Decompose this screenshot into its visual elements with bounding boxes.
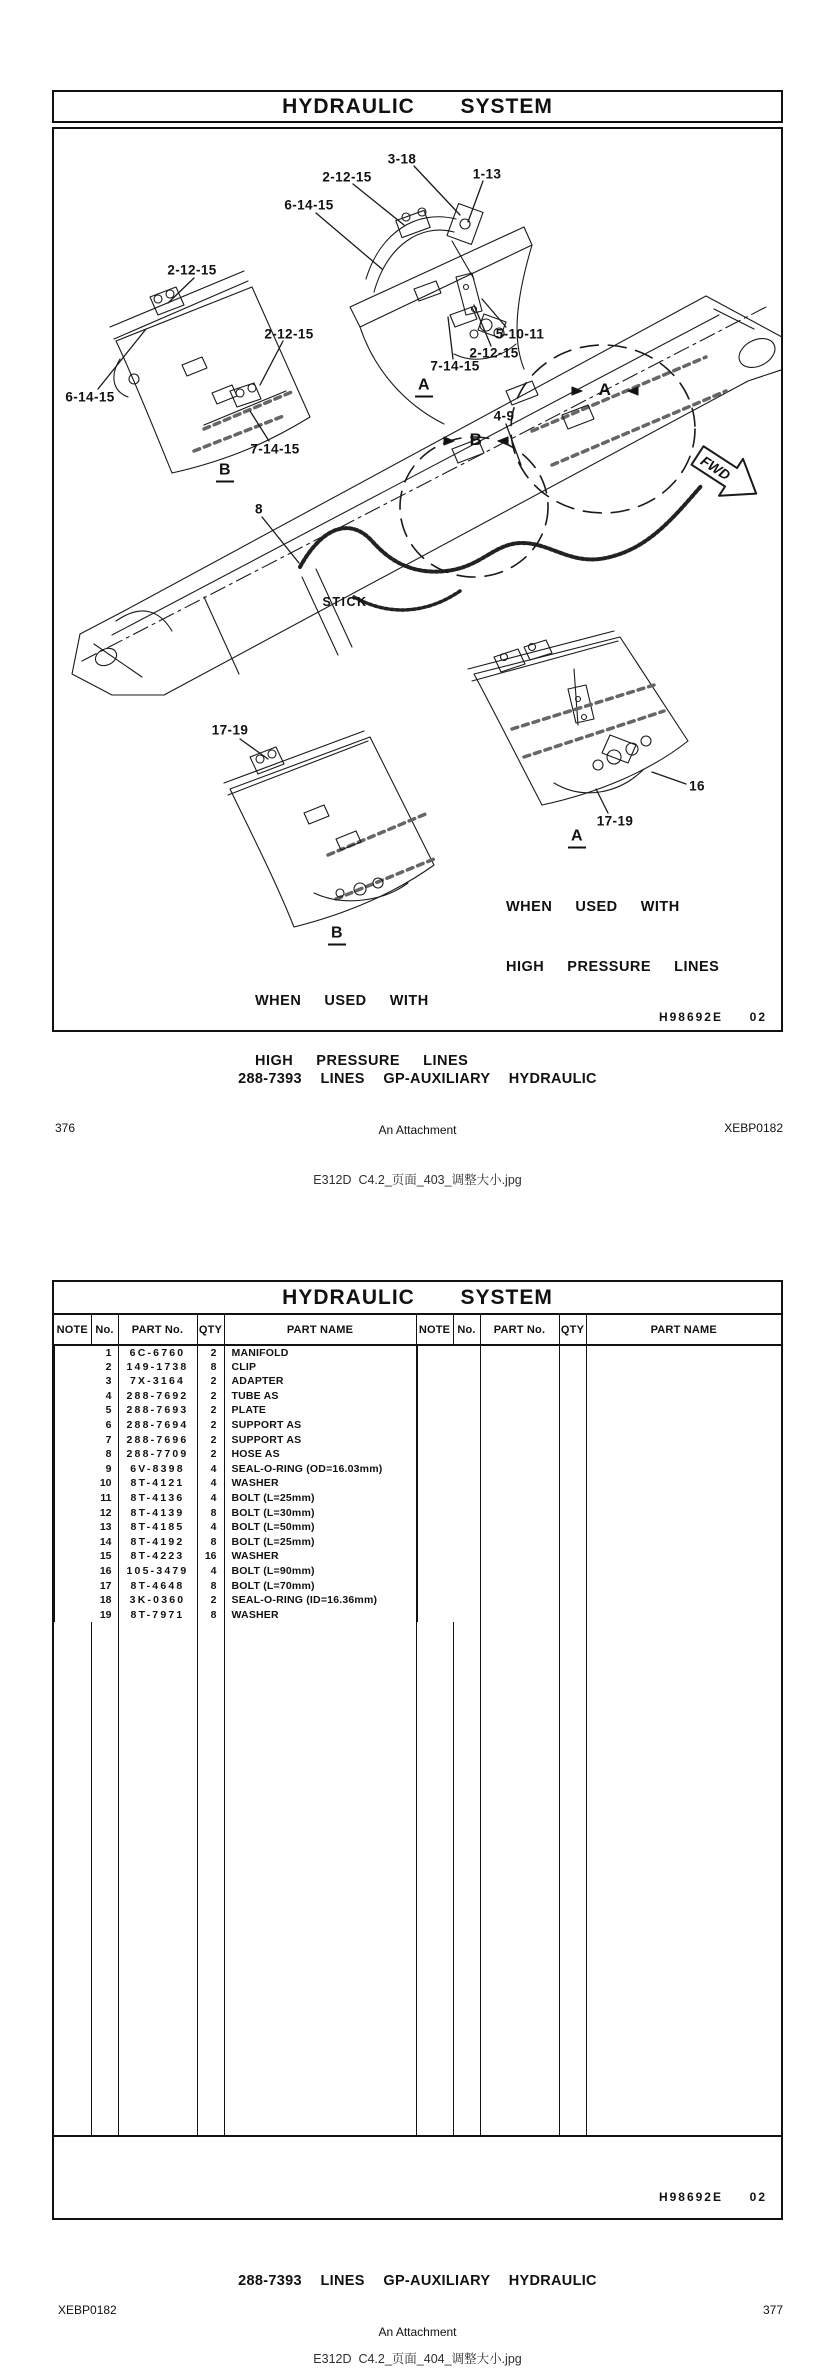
cell-pn: 8T-4185 <box>118 1520 197 1535</box>
page1-filename: E312D C4.2_页面_403_调整大小.jpg <box>313 1173 522 1187</box>
cell-name: HOSE AS <box>224 1447 416 1462</box>
cell-name <box>586 1535 781 1550</box>
cell-qty: 2 <box>197 1403 224 1418</box>
cell-name <box>586 1345 781 1360</box>
cell-qty <box>559 1549 586 1564</box>
cell-name <box>586 1360 781 1375</box>
table-row <box>54 1433 781 1448</box>
cell-qty <box>559 1476 586 1491</box>
cell-name: SUPPORT AS <box>224 1418 416 1433</box>
callout-6-14-15: 6-14-15 <box>284 197 334 213</box>
cell-qty <box>559 1608 586 1623</box>
table-row <box>54 1579 781 1594</box>
cell-note <box>417 1389 418 1404</box>
cell-qty <box>559 1506 586 1521</box>
cell-pn: 288-7694 <box>118 1418 197 1433</box>
cell-no <box>453 1549 480 1564</box>
callout-2-12-15: 2-12-15 <box>167 262 217 278</box>
cell-note <box>54 1374 55 1389</box>
cell-qty <box>559 1462 586 1477</box>
cell-pn: 3K-0360 <box>118 1593 197 1608</box>
callout-17-19: 17-19 <box>211 722 249 738</box>
cell-no: 2 <box>91 1360 118 1375</box>
cell-note <box>54 1433 55 1448</box>
cell-note <box>417 1564 418 1579</box>
table-row <box>54 1345 781 1360</box>
cell-note <box>54 1608 55 1623</box>
cell-no: 3 <box>91 1374 118 1389</box>
cell-pn <box>480 1579 559 1594</box>
cell-pn <box>480 1593 559 1608</box>
cell-no: 4 <box>91 1389 118 1404</box>
cell-qty: 16 <box>197 1549 224 1564</box>
callout-stick: STICK <box>322 595 368 609</box>
note-view-a <box>506 857 719 1017</box>
cell-name: SEAL-O-RING (OD=16.03mm) <box>224 1462 416 1477</box>
page1-page-number: 376 <box>55 1121 76 1135</box>
cell-note <box>54 1403 55 1418</box>
cell-qty: 2 <box>197 1389 224 1404</box>
cell-note <box>417 1433 418 1448</box>
cell-no <box>453 1447 480 1462</box>
page2-parts-box <box>52 1280 783 2220</box>
cell-note <box>54 1491 55 1506</box>
callout-8: 8 <box>255 501 263 517</box>
cell-qty <box>559 1579 586 1594</box>
cell-no <box>453 1520 480 1535</box>
cell-qty: 2 <box>197 1418 224 1433</box>
page2-caption-title: 288-7393 LINES GP-AUXILIARY HYDRAULIC <box>238 2273 597 2289</box>
page1-caption <box>52 1035 783 1173</box>
callout-6-14-15: 6-14-15 <box>65 389 115 405</box>
cell-note <box>54 1360 55 1375</box>
cell-pn <box>480 1418 559 1433</box>
cell-qty: 2 <box>197 1345 224 1360</box>
cell-pn <box>480 1535 559 1550</box>
cell-empty <box>54 1622 91 2136</box>
cell-qty <box>559 1447 586 1462</box>
cell-name: BOLT (L=25mm) <box>224 1491 416 1506</box>
cell-name <box>586 1418 781 1433</box>
cell-pn: 8T-4223 <box>118 1549 197 1564</box>
cell-empty <box>416 1622 453 2136</box>
cell-qty: 8 <box>197 1506 224 1521</box>
cell-note <box>417 1403 418 1418</box>
cell-no: 17 <box>91 1579 118 1594</box>
cell-name <box>586 1608 781 1623</box>
cell-no <box>453 1535 480 1550</box>
cell-no <box>453 1374 480 1389</box>
cell-empty <box>118 1622 197 2136</box>
cell-name: WASHER <box>224 1476 416 1491</box>
cell-no: 9 <box>91 1462 118 1477</box>
cell-note <box>54 1346 55 1361</box>
cell-empty <box>480 1622 559 2136</box>
table-row <box>54 1462 781 1477</box>
cell-no: 12 <box>91 1506 118 1521</box>
cell-note <box>54 1535 55 1550</box>
page2-title: HYDRAULIC SYSTEM <box>282 1285 553 1309</box>
cell-note <box>54 1389 55 1404</box>
table-row <box>54 1476 781 1491</box>
table-row <box>54 1374 781 1389</box>
cell-empty <box>586 1622 781 2136</box>
cell-pn: 8T-7971 <box>118 1608 197 1623</box>
page1-caption-sub: An Attachment <box>378 1123 457 1137</box>
cell-no: 19 <box>91 1608 118 1623</box>
callout-a: A <box>598 380 612 399</box>
cell-pn <box>480 1389 559 1404</box>
cell-no: 11 <box>91 1491 118 1506</box>
cell-qty <box>559 1360 586 1375</box>
column-header: NOTE <box>54 1315 91 1345</box>
cell-note <box>54 1520 55 1535</box>
note-line: HIGH PRESSURE LINES <box>255 1053 469 1069</box>
cell-note <box>54 1476 55 1491</box>
callout-3-18: 3-18 <box>387 151 417 167</box>
cell-qty: 2 <box>197 1593 224 1608</box>
column-header: PART No. <box>480 1315 559 1345</box>
cell-note <box>417 1476 418 1491</box>
page2-page-number: 377 <box>762 2303 783 2317</box>
cell-pn <box>480 1403 559 1418</box>
table-row <box>54 1418 781 1433</box>
table-filler-row <box>54 1622 781 2136</box>
cell-note <box>417 1418 418 1433</box>
table-row <box>54 1535 781 1550</box>
cell-pn: 6C-6760 <box>118 1345 197 1360</box>
cell-pn <box>480 1491 559 1506</box>
cell-pn: 8T-4648 <box>118 1579 197 1594</box>
callout-1-13: 1-13 <box>472 166 502 182</box>
cell-no <box>453 1462 480 1477</box>
cell-name <box>586 1476 781 1491</box>
page1-title-box <box>52 90 783 123</box>
cell-name: WASHER <box>224 1549 416 1564</box>
cell-pn: 8T-4139 <box>118 1506 197 1521</box>
cell-note <box>417 1462 418 1477</box>
cell-no: 1 <box>91 1345 118 1360</box>
cell-no <box>453 1593 480 1608</box>
page2-doc-code: XEBP0182 <box>58 2303 117 2317</box>
callout-5-10-11: 5-10-11 <box>495 326 545 342</box>
cell-no <box>453 1491 480 1506</box>
parts-table <box>54 1315 781 2137</box>
cell-no <box>453 1389 480 1404</box>
callout-16: 16 <box>689 778 705 794</box>
cell-note <box>54 1418 55 1433</box>
cell-qty: 4 <box>197 1476 224 1491</box>
cell-name <box>586 1433 781 1448</box>
cell-name <box>586 1491 781 1506</box>
note-line: WHEN USED WITH <box>255 993 429 1009</box>
cell-pn <box>480 1549 559 1564</box>
column-header: PART NAME <box>224 1315 416 1345</box>
cell-name <box>586 1374 781 1389</box>
note-line: WHEN USED WITH <box>506 899 680 915</box>
cell-pn: 288-7692 <box>118 1389 197 1404</box>
cell-note <box>54 1593 55 1608</box>
cell-no <box>453 1345 480 1360</box>
cell-qty: 4 <box>197 1491 224 1506</box>
cell-pn <box>480 1433 559 1448</box>
cell-no: 15 <box>91 1549 118 1564</box>
cell-note <box>417 1506 418 1521</box>
cell-pn: 105-3479 <box>118 1564 197 1579</box>
table-row <box>54 1403 781 1418</box>
fwd-label: FWD <box>697 452 734 484</box>
cell-pn: 288-7696 <box>118 1433 197 1448</box>
callout-4-9: 4-9 <box>493 408 515 424</box>
table-row <box>54 1389 781 1404</box>
column-header: QTY <box>559 1315 586 1345</box>
cell-name: WASHER <box>224 1608 416 1623</box>
column-header: No. <box>453 1315 480 1345</box>
cell-no: 8 <box>91 1447 118 1462</box>
cell-pn: 6V-8398 <box>118 1462 197 1477</box>
cell-name <box>586 1549 781 1564</box>
cell-pn <box>480 1462 559 1477</box>
cell-qty <box>559 1535 586 1550</box>
page1-drawing-box <box>52 127 783 1069</box>
cell-name: MANIFOLD <box>224 1345 416 1360</box>
callout-7-14-15: 7-14-15 <box>430 358 480 374</box>
cell-name: SUPPORT AS <box>224 1433 416 1448</box>
cell-no <box>453 1360 480 1375</box>
cell-name <box>586 1579 781 1594</box>
cell-pn <box>480 1345 559 1360</box>
cell-name: BOLT (L=90mm) <box>224 1564 416 1579</box>
page1-doc-code: XEBP0182 <box>724 1121 783 1135</box>
cell-note <box>417 1535 418 1550</box>
column-header: PART No. <box>118 1315 197 1345</box>
table-row <box>54 1491 781 1506</box>
cell-qty <box>559 1418 586 1433</box>
cell-no <box>453 1608 480 1623</box>
cell-qty: 8 <box>197 1608 224 1623</box>
cell-pn: 8T-4121 <box>118 1476 197 1491</box>
cell-qty <box>559 1520 586 1535</box>
cell-no: 16 <box>91 1564 118 1579</box>
cell-no <box>453 1403 480 1418</box>
cell-note <box>417 1447 418 1462</box>
cell-note <box>54 1549 55 1564</box>
cell-name <box>586 1447 781 1462</box>
cell-no <box>453 1418 480 1433</box>
cell-qty: 8 <box>197 1535 224 1550</box>
table-row <box>54 1608 781 1623</box>
cell-qty <box>559 1345 586 1360</box>
column-header: PART NAME <box>586 1315 781 1345</box>
cell-qty: 8 <box>197 1360 224 1375</box>
cell-qty: 8 <box>197 1579 224 1594</box>
cell-pn <box>480 1360 559 1375</box>
table-row <box>54 1549 781 1564</box>
cell-name <box>586 1564 781 1579</box>
cell-no <box>453 1564 480 1579</box>
cell-no: 6 <box>91 1418 118 1433</box>
cell-pn: 288-7693 <box>118 1403 197 1418</box>
cell-note <box>54 1564 55 1579</box>
callout-2-12-15: 2-12-15 <box>469 345 519 361</box>
cell-qty: 2 <box>197 1447 224 1462</box>
callout-7-14-15: 7-14-15 <box>250 441 300 457</box>
callout-b: B <box>469 430 483 449</box>
cell-no: 5 <box>91 1403 118 1418</box>
cell-pn <box>480 1564 559 1579</box>
cell-pn: 8T-4136 <box>118 1491 197 1506</box>
cell-name <box>586 1593 781 1608</box>
hydraulic-diagram <box>54 129 781 1069</box>
cell-note <box>417 1579 418 1594</box>
cell-qty <box>559 1564 586 1579</box>
page1-drawing-ref: H98692E 02 <box>658 1010 767 1024</box>
cell-qty <box>559 1593 586 1608</box>
cell-name: TUBE AS <box>224 1389 416 1404</box>
cell-qty <box>559 1389 586 1404</box>
table-row <box>54 1447 781 1462</box>
callout-a: A <box>568 828 586 849</box>
cell-name: PLATE <box>224 1403 416 1418</box>
cell-qty: 4 <box>197 1462 224 1477</box>
page2-title-box <box>54 1282 781 1315</box>
callout-2-12-15: 2-12-15 <box>322 169 372 185</box>
cell-note <box>54 1506 55 1521</box>
cell-no <box>453 1433 480 1448</box>
cell-name <box>586 1506 781 1521</box>
cell-empty <box>453 1622 480 2136</box>
cell-name <box>586 1389 781 1404</box>
cell-pn: 288-7709 <box>118 1447 197 1462</box>
cell-name: BOLT (L=50mm) <box>224 1520 416 1535</box>
table-row <box>54 1564 781 1579</box>
cell-no: 14 <box>91 1535 118 1550</box>
cell-qty <box>559 1374 586 1389</box>
page2-drawing-ref: H98692E 02 <box>658 2190 767 2204</box>
fwd-arrow <box>686 437 769 512</box>
cell-no: 7 <box>91 1433 118 1448</box>
cell-pn: 7X-3164 <box>118 1374 197 1389</box>
cell-pn <box>480 1447 559 1462</box>
page2-caption-sub: An Attachment <box>378 2325 457 2339</box>
page1-caption-title: 288-7393 LINES GP-AUXILIARY HYDRAULIC <box>238 1071 597 1087</box>
cell-name: ADAPTER <box>224 1374 416 1389</box>
cell-qty: 4 <box>197 1520 224 1535</box>
cell-name <box>586 1403 781 1418</box>
cell-no <box>453 1579 480 1594</box>
cell-no <box>453 1506 480 1521</box>
table-row <box>54 1520 781 1535</box>
cell-note <box>54 1579 55 1594</box>
cell-qty: 4 <box>197 1564 224 1579</box>
cell-name: BOLT (L=70mm) <box>224 1579 416 1594</box>
callout-b: B <box>328 925 346 946</box>
cell-note <box>54 1462 55 1477</box>
cell-pn <box>480 1520 559 1535</box>
cell-pn: 8T-4192 <box>118 1535 197 1550</box>
cell-name: BOLT (L=30mm) <box>224 1506 416 1521</box>
cell-name: BOLT (L=25mm) <box>224 1535 416 1550</box>
cell-qty <box>559 1403 586 1418</box>
cell-note <box>417 1520 418 1535</box>
column-header: No. <box>91 1315 118 1345</box>
cell-qty <box>559 1491 586 1506</box>
cell-name: SEAL-O-RING (ID=16.36mm) <box>224 1593 416 1608</box>
note-line: HIGH PRESSURE LINES <box>506 959 720 975</box>
cell-empty <box>197 1622 224 2136</box>
cell-note <box>417 1549 418 1564</box>
cell-pn <box>480 1608 559 1623</box>
cell-empty <box>559 1622 586 2136</box>
callout-a: A <box>415 377 433 398</box>
cell-note <box>417 1346 418 1361</box>
cell-note <box>417 1593 418 1608</box>
table-row <box>54 1506 781 1521</box>
cell-pn: 149-1738 <box>118 1360 197 1375</box>
column-header: NOTE <box>416 1315 453 1345</box>
cell-empty <box>91 1622 118 2136</box>
cell-no: 10 <box>91 1476 118 1491</box>
cell-qty: 2 <box>197 1374 224 1389</box>
cell-name: CLIP <box>224 1360 416 1375</box>
column-header: QTY <box>197 1315 224 1345</box>
table-header-row <box>54 1315 781 1345</box>
callout-17-19: 17-19 <box>596 813 634 829</box>
cell-no: 18 <box>91 1593 118 1608</box>
cell-pn <box>480 1506 559 1521</box>
callout-b: B <box>216 462 234 483</box>
cell-qty <box>559 1433 586 1448</box>
table-row <box>54 1360 781 1375</box>
cell-name <box>586 1462 781 1477</box>
cell-note <box>417 1491 418 1506</box>
table-row <box>54 1593 781 1608</box>
cell-note <box>417 1374 418 1389</box>
page1-title: HYDRAULIC SYSTEM <box>282 94 553 118</box>
cell-no <box>453 1476 480 1491</box>
cell-pn <box>480 1374 559 1389</box>
cell-note <box>417 1360 418 1375</box>
cell-qty: 2 <box>197 1433 224 1448</box>
cell-empty <box>224 1622 416 2136</box>
callout-2-12-15: 2-12-15 <box>264 326 314 342</box>
cell-pn <box>480 1476 559 1491</box>
cell-no: 13 <box>91 1520 118 1535</box>
cell-name <box>586 1520 781 1535</box>
page2-filename: E312D C4.2_页面_404_调整大小.jpg <box>313 2352 522 2366</box>
cell-note <box>54 1447 55 1462</box>
cell-note <box>417 1608 418 1623</box>
